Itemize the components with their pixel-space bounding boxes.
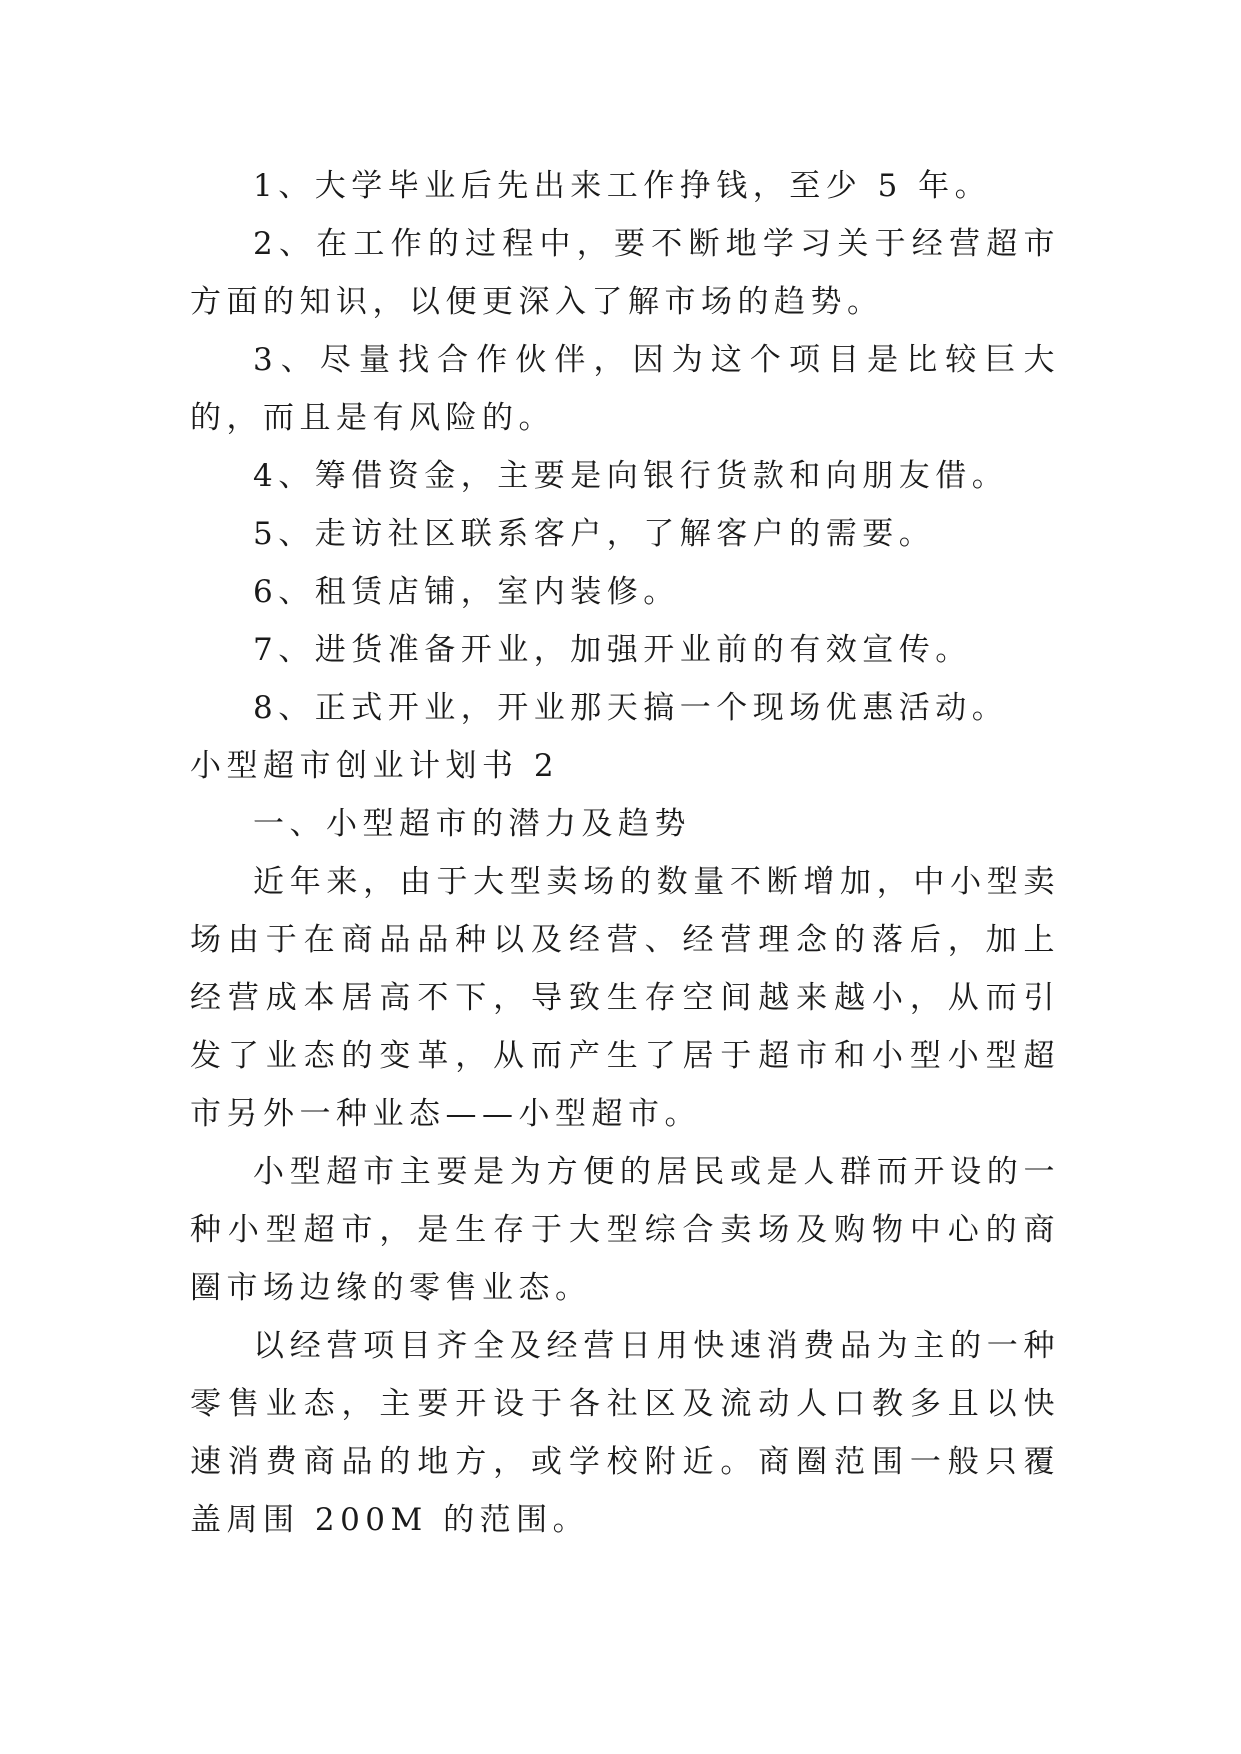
list-item: 6、租赁店铺，室内装修。 — [253, 574, 680, 610]
list-item: 7、进货准备开业，加强开业前的有效宣传。 — [253, 632, 972, 668]
subsection-title: 一、小型超市的潜力及趋势 — [253, 806, 691, 842]
list-item: 8、正式开业，开业那天搞一个现场优惠活动。 — [253, 690, 1009, 726]
list-item: 1、大学毕业后先出来工作挣钱，至少 5 年。 — [253, 168, 992, 204]
section-title: 小型超市创业计划书 2 — [190, 748, 560, 784]
body-paragraph: 以经营项目齐全及经营日用快速消费品为主的一种零售业态，主要开设于各社区及流动人口教多且以快速消费商品的地方，或学校附近。商圈范围一般只覆盖周围 200M 的范围。 — [190, 1328, 1060, 1538]
list-item: 3、尽量找合作伙伴，因为这个项目是比较巨大的，而且是有风险的。 — [190, 342, 1060, 436]
body-paragraph: 近年来，由于大型卖场的数量不断增加，中小型卖场由于在商品品种以及经营、经营理念的落后，加上经营成本居高不下，导致生存空间越来越小，从而引发了业态的变革，从而产生了居于超市和小型小型超市另外一种业态——小型超市。 — [190, 864, 1060, 1132]
list-item: 4、筹借资金，主要是向银行货款和向朋友借。 — [253, 458, 1009, 494]
list-item: 5、走访社区联系客户，了解客户的需要。 — [253, 516, 936, 552]
body-paragraph: 小型超市主要是为方便的居民或是人群而开设的一种小型超市，是生存于大型综合卖场及购物中心的商圈市场边缘的零售业态。 — [190, 1154, 1060, 1306]
document-page — [190, 157, 1060, 1549]
list-item: 2、在工作的过程中，要不断地学习关于经营超市方面的知识，以便更深入了解市场的趋势。 — [190, 226, 1060, 320]
